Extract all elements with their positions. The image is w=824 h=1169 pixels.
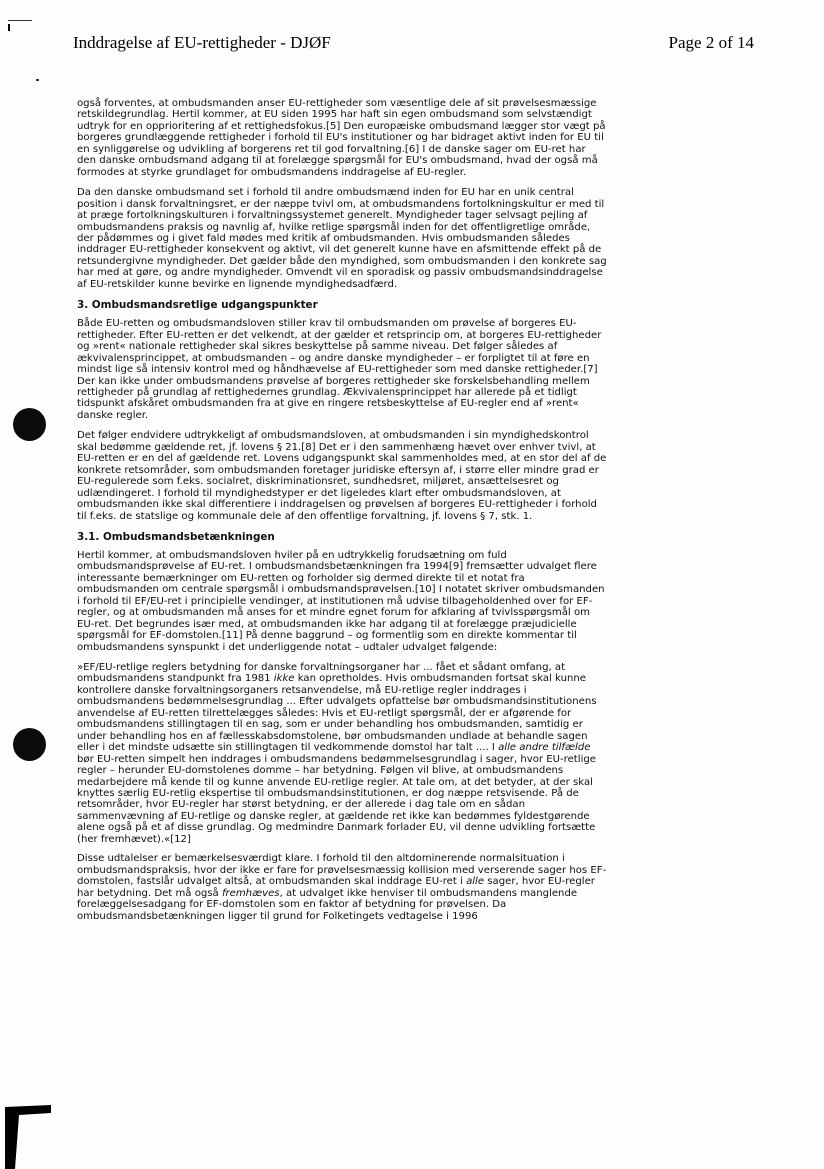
- paragraph: Da den danske ombudsmand set i forhold til andre ombudsmænd inden for EU har en unik central position i dansk forvaltningsret, er der næppe tvivl om, at ombudsmandens fortolkningskultur er med til at præge fortolkningskulturen i forvaltningssystemet generelt. Myndigheder tager selvsagt pejling af ombudsmandens praksis og navnlig af, hvilke retlige spørgsmål inden for det offentligretlige område, der pådømmes og i givet fald mødes med kritik af ombudsmanden. Hvis ombudsmanden således inddrager EU-rettigheder konsekvent og aktivt, vil det generelt kunne have en afsmittende effekt på de retsundergivne myndigheder. Det gælder både den myndighed, som ombudsmanden i den konkrete sag har med at gøre, og andre myndigheder. Omvendt vil en sporadisk og passiv ombudsmandsinddragelse af EU-retskilder kunne bevirke en lignende myndighedsadfærd.: [77, 187, 607, 290]
- paragraph: Både EU-retten og ombudsmandsloven stiller krav til ombudsmanden om prøvelse af borgeres EU-rettigheder. Efter EU-retten er det velkendt, at der gælder et retsprincip om, at borgeres EU-rettigheder og »rent« nationale rettigheder skal sikres beskyttelse på samme niveau. Det følger således af ækvivalensprincippet, at ombudsmanden – og andre danske myndigheder – er forpligtet til at føre en mindst lige så intensiv kontrol med og håndhævelse af EU-rettigheder som med danske rettigheder.[7] Der kan ikke under ombudsmandens prøvelse af borgeres rettigheder ske forskelsbehandling mellem rettigheder på grundlag af rettighedernes grundlag. Ækvivalensprincippet har allerede på et tidligt tidspunkt afskåret ombudsmanden fra at give en ringere retsbeskyttelse af EU-regler end af »rent« danske regler.: [77, 318, 602, 421]
- text-run: sager, hvor EU-regler har betydning. Det må også: [77, 876, 595, 899]
- punch-hole-lower: [13, 728, 46, 761]
- scan-mark-dot: [36, 79, 39, 81]
- block-quote: [77, 662, 607, 845]
- article-body: [77, 98, 607, 931]
- scan-corner-mark: [5, 1105, 53, 1169]
- emphasis: alle: [466, 876, 485, 888]
- emphasis: fremhæves: [221, 887, 280, 899]
- paragraph: Hertil kommer, at ombudsmandsloven hviler på en udtrykkelig forudsætning om fuld ombudsmandsprøvelse af EU-ret. I ombudsmandsbetænkningen fra 1994[9] fremsætter udvalget flere interessante bemærkninger om EU-retten og forholder sig dermed direkte til et notat fra ombudsmanden om centrale spørgsmål i ombudsmandsprøvelsen.[10] I notatet skriver ombudsmanden i forhold til EF/EU-ret i principielle vendinger, at institutionen må udvise tilbageholdenhed over for EF-regler, og at ombudsmanden må anses for et mindre egnet forum for afklaring af tvivlsspørgsmål om EU-ret. Det begrundes især med, at ombudsmanden ikke har adgang til at forelægge præjudicielle spørgsmål for EF-domstolen.[11] På denne baggrund – og formentlig som en direkte kommentar til ombudsmandens synspunkt i det underliggende notat – udtaler udvalget følgende:: [77, 549, 605, 653]
- section-heading: 3. Ombudsmandsretlige udgangspunkter: [77, 299, 318, 312]
- scan-mark-tick: [8, 24, 10, 31]
- text-run: Disse udtalelser er bemærkelsesværdigt klare. I forhold til den altdominerende normalsituation i ombudsmandspraksis, hvor der ikke er fare for prøvelsesmæssig kollision med verserende sager hos EF-domstolen, fastslår udvalget altså, at ombudsmanden skal inddrage EU-ret i: [77, 853, 607, 888]
- quote-emphasis: alle andre tilfælde: [498, 742, 591, 754]
- paragraph: [77, 853, 607, 922]
- document-title: Inddragelse af EU-rettigheder - DJØF: [73, 33, 331, 52]
- quote-emphasis: ikke: [273, 673, 295, 685]
- paragraph: også forventes, at ombudsmanden anser EU-rettigheder som væsentlige dele af sit prøvelsesmæssige retskildegrundlag. Hertil kommer, at EU siden 1995 har haft sin egen ombudsmand som selvstændigt udtryk for en opprioritering af et rettighedsfokus.[5] Den europæiske ombudsmand lægger stor vægt på borgeres grundlæggende rettigheder i forhold til EU's institutioner og har bidraget aktivt inden for EU til en synliggørelse og udvikling af borgerens ret til god forvaltning.[6] I de danske sager om EU-ret har den danske ombudsmand adgang til at forelægge spørgsmål for EU's ombudsmand, hvad der også må formodes at styrke grundlaget for ombudsmandens inddragelse af EU-regler.: [77, 98, 606, 178]
- quote-text: bør EU-retten simpelt hen inddrages i ombudsmandens bedømmelsesgrundlag i sager, hvor EU-retlige regler – herunder EU-domstolenes domme – har betydning. Følgen vil blive, at ombudsmandens medarbejdere må kende til og kunne anvende EU-retlige regler. At tale om, at det betyder, at der skal knyttes særlig EU-retlig ekspertise til ombudsmandsinstitutionen, er dog næppe retsvisende. På de retsområder, hvor EU-regler har størst betydning, er der allerede i dag tale om en sådan sammenvævning af EU-retlige og danske regler, at gældende ret ikke kan bedømmes fyldestgørende alene også på et af disse grundlag. Og medmindre Danmark forlader EU, vil denne udvikling fortsætte (her fremhævet).«[12]: [77, 753, 596, 845]
- quote-text: kan opretholdes. Hvis ombudsmanden fortsat skal kunne kontrollere danske forvaltningsorganers retsanvendelse, må EU-retlige regler inddrages i ombudsmandens bedømmelsesgrundlag ... Efter udvalgets opfattelse bør ombudsmandsinstitutionens anvendelse af EU-retten tilrettelægges således: Hvis et EU-retligt spørgsmål, der er afgørende for ombudsmandens stillingtagen til en sag, som er under behandling hos ombudsmanden, samtidig er under behandling hos en af fællesskabsdomstolene, bør ombudsmanden undlade at behandle sagen eller i det mindste udsætte sin stillingtagen til vedkommende domstol har talt .... I: [77, 673, 597, 754]
- page-number: Page 2 of 14: [668, 33, 754, 52]
- subsection-heading: 3.1. Ombudsmandsbetænkningen: [77, 530, 275, 543]
- punch-hole-upper: [13, 408, 46, 441]
- scan-mark-dash: [8, 20, 32, 21]
- quote-text: »EF/EU-retlige reglers betydning for danske forvaltningsorganer har ... fået et sådant omfang, at ombudsmandens standpunkt fra 1981: [77, 662, 566, 685]
- text-run: , at udvalget ikke henviser til ombudsmandens manglende forelæggelsesadgang for EF-domstolen som en faktor af betydning for prøvelsen. Da ombudsmandsbetænkningen ligger til grund for Folketingets vedtagelse i 1996: [77, 887, 578, 922]
- paragraph: Det følger endvidere udtrykkeligt af ombudsmandsloven, at ombudsmanden i sin myndighedskontrol skal bedømme gældende ret, jf. lovens § 21.[8] Det er i den sammenhæng hævet over enhver tvivl, at EU-retten er en del af gældende ret. Lovens udgangspunkt skal sammenholdes med, at en stor del af de konkrete retsområder, som ombudsmanden foretager juridiske eftersyn af, i større eller mindre grad er EU-regulerede som f.eks. socialret, diskriminationsret, sundhedsret, miljøret, ansættelsesret og udlændingeret. I forhold til myndighedstyper er det ligeledes klart efter ombudsmandsloven, at ombudsmanden ikke skal differentiere i inddragelsen og prøvelsen af borgeres EU-rettigheder i forhold til f.eks. de statslige og kommunale dele af den offentlige forvaltning, jf. lovens § 7, stk. 1.: [77, 430, 607, 522]
